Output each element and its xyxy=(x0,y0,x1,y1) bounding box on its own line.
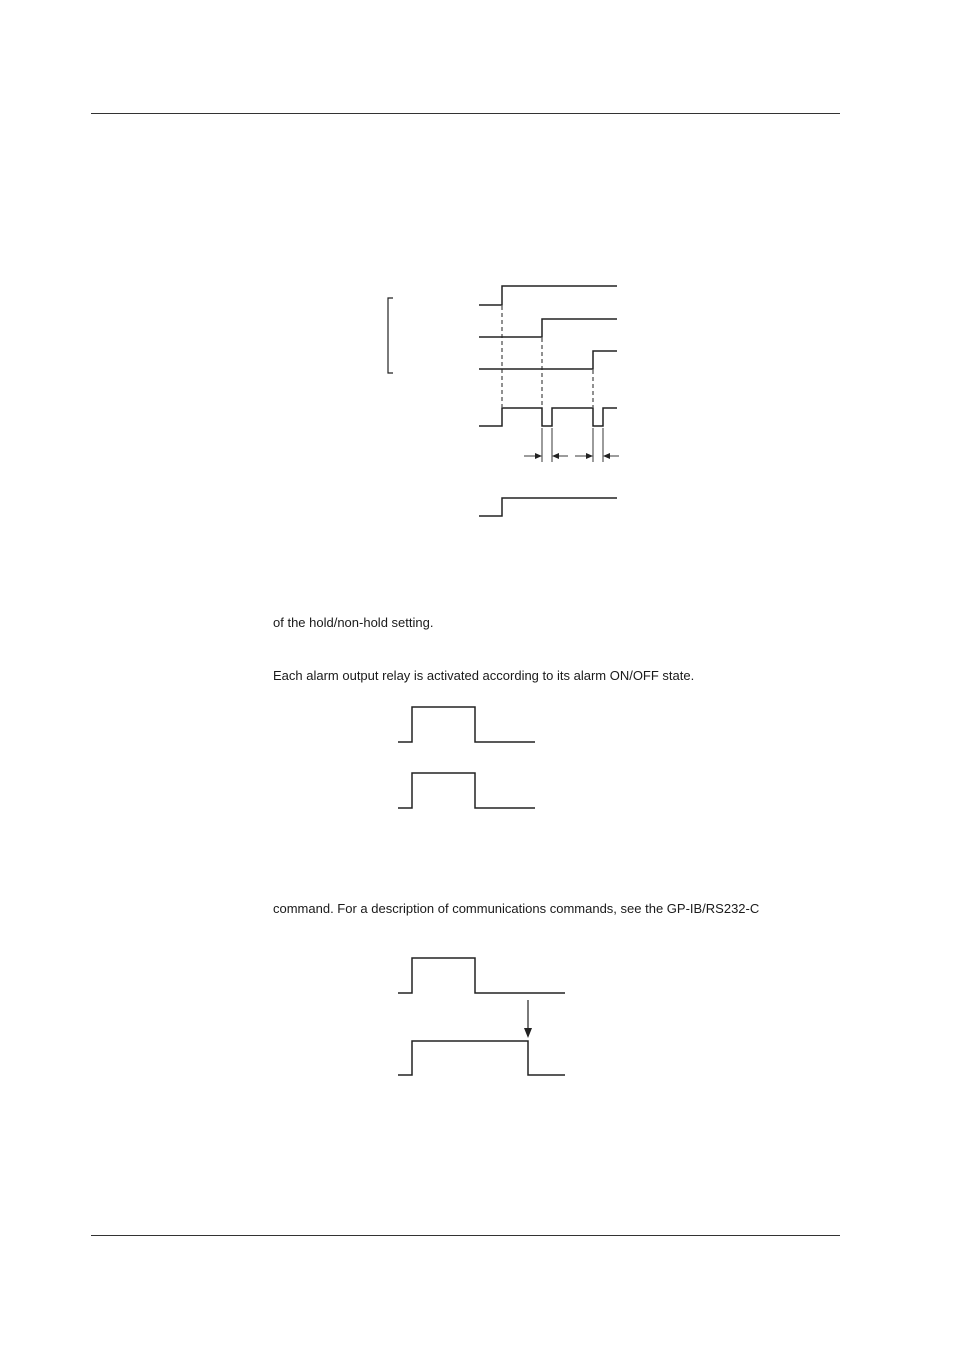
hold-setting-text: of the hold/non-hold setting. xyxy=(273,615,434,630)
release-arrow-head xyxy=(524,1028,532,1038)
relay-output-signal xyxy=(398,1041,565,1075)
relay-state-text: Each alarm output relay is activated according to its alarm ON/OFF state. xyxy=(273,668,695,683)
footer-rule xyxy=(91,1235,840,1236)
alarm-state-signal xyxy=(398,958,565,993)
command-reference-text: command. For a description of communications commands, see the GP-IB/RS232-C xyxy=(273,901,760,916)
